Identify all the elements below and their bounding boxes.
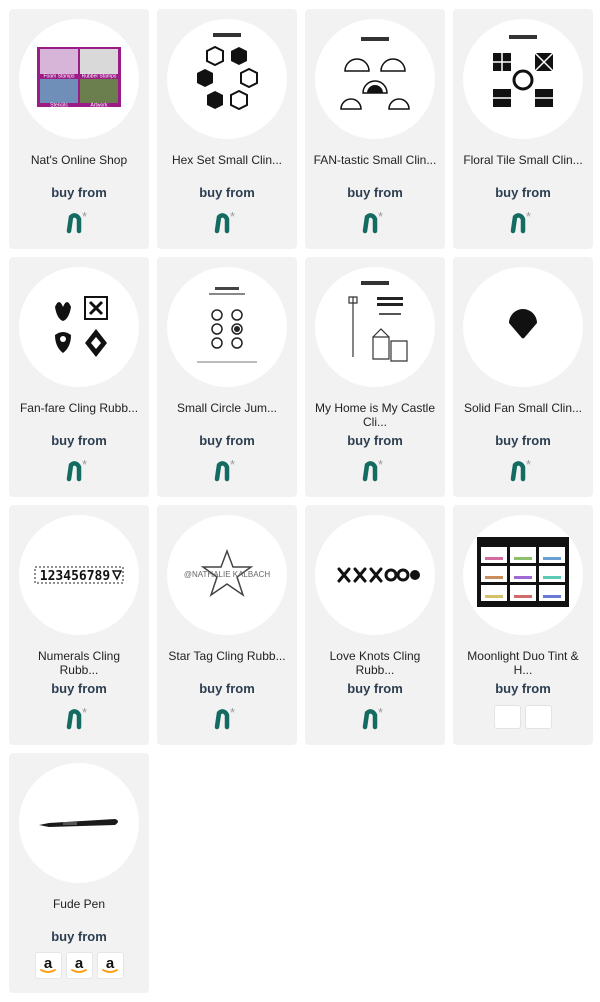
product-card[interactable] bbox=[9, 9, 149, 249]
nat-logo-icon[interactable] bbox=[360, 455, 390, 483]
product-grid bbox=[9, 9, 593, 993]
product-title[interactable]: Hex Set Small Clin... bbox=[171, 153, 283, 167]
product-title[interactable]: Star Tag Cling Rubb... bbox=[168, 649, 286, 663]
product-title[interactable]: Fan-fare Cling Rubb... bbox=[19, 401, 139, 415]
nat-logo-icon[interactable] bbox=[508, 207, 538, 235]
product-card[interactable] bbox=[305, 9, 445, 249]
retailer-logos bbox=[360, 455, 390, 483]
svg-text:*: * bbox=[526, 209, 532, 224]
svg-text:*: * bbox=[82, 705, 88, 720]
svg-text:*: * bbox=[378, 209, 384, 224]
product-title[interactable]: Floral Tile Small Clin... bbox=[463, 153, 583, 167]
product-thumbnail[interactable] bbox=[19, 19, 139, 139]
amazon-logo[interactable] bbox=[35, 952, 62, 979]
product-thumbnail[interactable] bbox=[167, 267, 287, 387]
product-card[interactable] bbox=[453, 257, 593, 497]
product-thumbnail[interactable] bbox=[19, 515, 139, 635]
retailer-logos bbox=[64, 207, 94, 235]
castle-stamps-icon bbox=[315, 267, 435, 387]
numerals-icon bbox=[19, 515, 139, 635]
buy-from-label: buy from bbox=[347, 185, 403, 200]
amazon-icon bbox=[98, 953, 122, 977]
product-card[interactable] bbox=[305, 505, 445, 745]
product-card[interactable] bbox=[453, 505, 593, 745]
buy-from-label: buy from bbox=[495, 433, 551, 448]
svg-text:*: * bbox=[82, 209, 88, 224]
product-title[interactable]: Small Circle Jum... bbox=[176, 401, 277, 415]
star-tag-icon bbox=[167, 515, 287, 635]
amazon-logo[interactable] bbox=[97, 952, 124, 979]
collage-label: Rubber Stamps bbox=[81, 73, 117, 80]
buy-from-label: buy from bbox=[495, 185, 551, 200]
product-title[interactable]: Fude Pen bbox=[52, 897, 106, 911]
product-title[interactable]: Numerals Cling Rubb... bbox=[37, 649, 121, 677]
product-thumbnail[interactable] bbox=[19, 763, 139, 883]
retailer-logos bbox=[360, 703, 390, 731]
buy-from-label: buy from bbox=[199, 681, 255, 696]
product-thumbnail[interactable] bbox=[463, 19, 583, 139]
buy-from-label: buy from bbox=[51, 929, 107, 944]
product-thumbnail[interactable] bbox=[315, 19, 435, 139]
love-knots-icon bbox=[315, 515, 435, 635]
nat-logo-icon[interactable] bbox=[212, 455, 242, 483]
retailer-logos bbox=[494, 703, 552, 731]
product-card[interactable] bbox=[157, 505, 297, 745]
retailer-logos bbox=[212, 455, 242, 483]
numerals-text: 123456789 bbox=[39, 569, 111, 584]
svg-text:*: * bbox=[378, 705, 384, 720]
svg-text:a: a bbox=[74, 955, 84, 972]
retailer-logos bbox=[212, 207, 242, 235]
product-card[interactable] bbox=[305, 257, 445, 497]
buy-from-label: buy from bbox=[51, 185, 107, 200]
product-card[interactable] bbox=[453, 9, 593, 249]
svg-text:*: * bbox=[230, 705, 236, 720]
collage-label: Foam Stamps bbox=[43, 73, 75, 80]
product-thumbnail[interactable] bbox=[315, 267, 435, 387]
retailer-logos bbox=[35, 951, 124, 979]
nat-logo-icon[interactable] bbox=[64, 455, 94, 483]
product-title[interactable]: Moonlight Duo Tint & H... bbox=[467, 649, 579, 677]
retailer-logos bbox=[64, 455, 94, 483]
buy-from-label: buy from bbox=[51, 681, 107, 696]
product-thumbnail[interactable] bbox=[167, 515, 287, 635]
nat-logo-icon[interactable] bbox=[212, 207, 242, 235]
retailer-logos bbox=[360, 207, 390, 235]
product-thumbnail[interactable] bbox=[463, 267, 583, 387]
amazon-logo[interactable] bbox=[66, 952, 93, 979]
product-title[interactable]: My Home is My Castle Cli... bbox=[314, 401, 436, 429]
retailer-logos bbox=[212, 703, 242, 731]
amazon-icon bbox=[67, 953, 91, 977]
star-tag-text: @NATHALIE KALBACH bbox=[183, 570, 271, 579]
floral-tile-icon bbox=[463, 19, 583, 139]
nat-logo-icon[interactable] bbox=[212, 703, 242, 731]
product-card[interactable] bbox=[9, 257, 149, 497]
nat-logo-icon[interactable] bbox=[508, 455, 538, 483]
circle-stamps-icon bbox=[167, 267, 287, 387]
retailer-logo-placeholder[interactable] bbox=[525, 705, 552, 729]
buy-from-label: buy from bbox=[347, 433, 403, 448]
buy-from-label: buy from bbox=[51, 433, 107, 448]
product-title[interactable]: Nat's Online Shop bbox=[30, 153, 128, 167]
buy-from-label: buy from bbox=[199, 185, 255, 200]
buy-from-label: buy from bbox=[347, 681, 403, 696]
pen-icon bbox=[19, 763, 139, 883]
svg-text:*: * bbox=[378, 457, 384, 472]
product-thumbnail[interactable] bbox=[463, 515, 583, 635]
buy-from-label: buy from bbox=[199, 433, 255, 448]
svg-text:*: * bbox=[82, 457, 88, 472]
nat-logo-icon[interactable] bbox=[360, 207, 390, 235]
amazon-icon bbox=[36, 953, 60, 977]
swatch-card-icon bbox=[463, 515, 583, 635]
nat-logo-icon[interactable] bbox=[360, 703, 390, 731]
collage-label: Stencils bbox=[50, 102, 68, 109]
retailer-logo-placeholder[interactable] bbox=[494, 705, 521, 729]
retailer-logos bbox=[64, 703, 94, 731]
product-title[interactable]: Solid Fan Small Clin... bbox=[463, 401, 583, 415]
product-thumbnail[interactable] bbox=[167, 19, 287, 139]
product-card[interactable] bbox=[9, 505, 149, 745]
svg-text:a: a bbox=[105, 955, 115, 972]
fanfare-stamps-icon bbox=[19, 267, 139, 387]
svg-text:*: * bbox=[230, 457, 236, 472]
product-title[interactable]: Love Knots Cling Rubb... bbox=[329, 649, 421, 677]
retailer-logos bbox=[508, 207, 538, 235]
collage-label: Artwork bbox=[90, 102, 108, 109]
product-card[interactable] bbox=[157, 9, 297, 249]
product-title[interactable]: FAN-tastic Small Clin... bbox=[313, 153, 437, 167]
solid-fan-icon bbox=[463, 267, 583, 387]
svg-text:a: a bbox=[43, 955, 53, 972]
collage-icon bbox=[19, 19, 139, 139]
nat-logo-icon[interactable] bbox=[64, 703, 94, 731]
buy-from-label: buy from bbox=[495, 681, 551, 696]
hexagon-stamps-icon bbox=[167, 19, 287, 139]
retailer-logos bbox=[508, 455, 538, 483]
svg-text:*: * bbox=[526, 457, 532, 472]
svg-text:*: * bbox=[230, 209, 236, 224]
nat-logo-icon[interactable] bbox=[64, 207, 94, 235]
product-thumbnail[interactable] bbox=[19, 267, 139, 387]
product-card[interactable] bbox=[9, 753, 149, 993]
product-thumbnail[interactable] bbox=[315, 515, 435, 635]
fan-stamps-icon bbox=[315, 19, 435, 139]
product-card[interactable] bbox=[157, 257, 297, 497]
